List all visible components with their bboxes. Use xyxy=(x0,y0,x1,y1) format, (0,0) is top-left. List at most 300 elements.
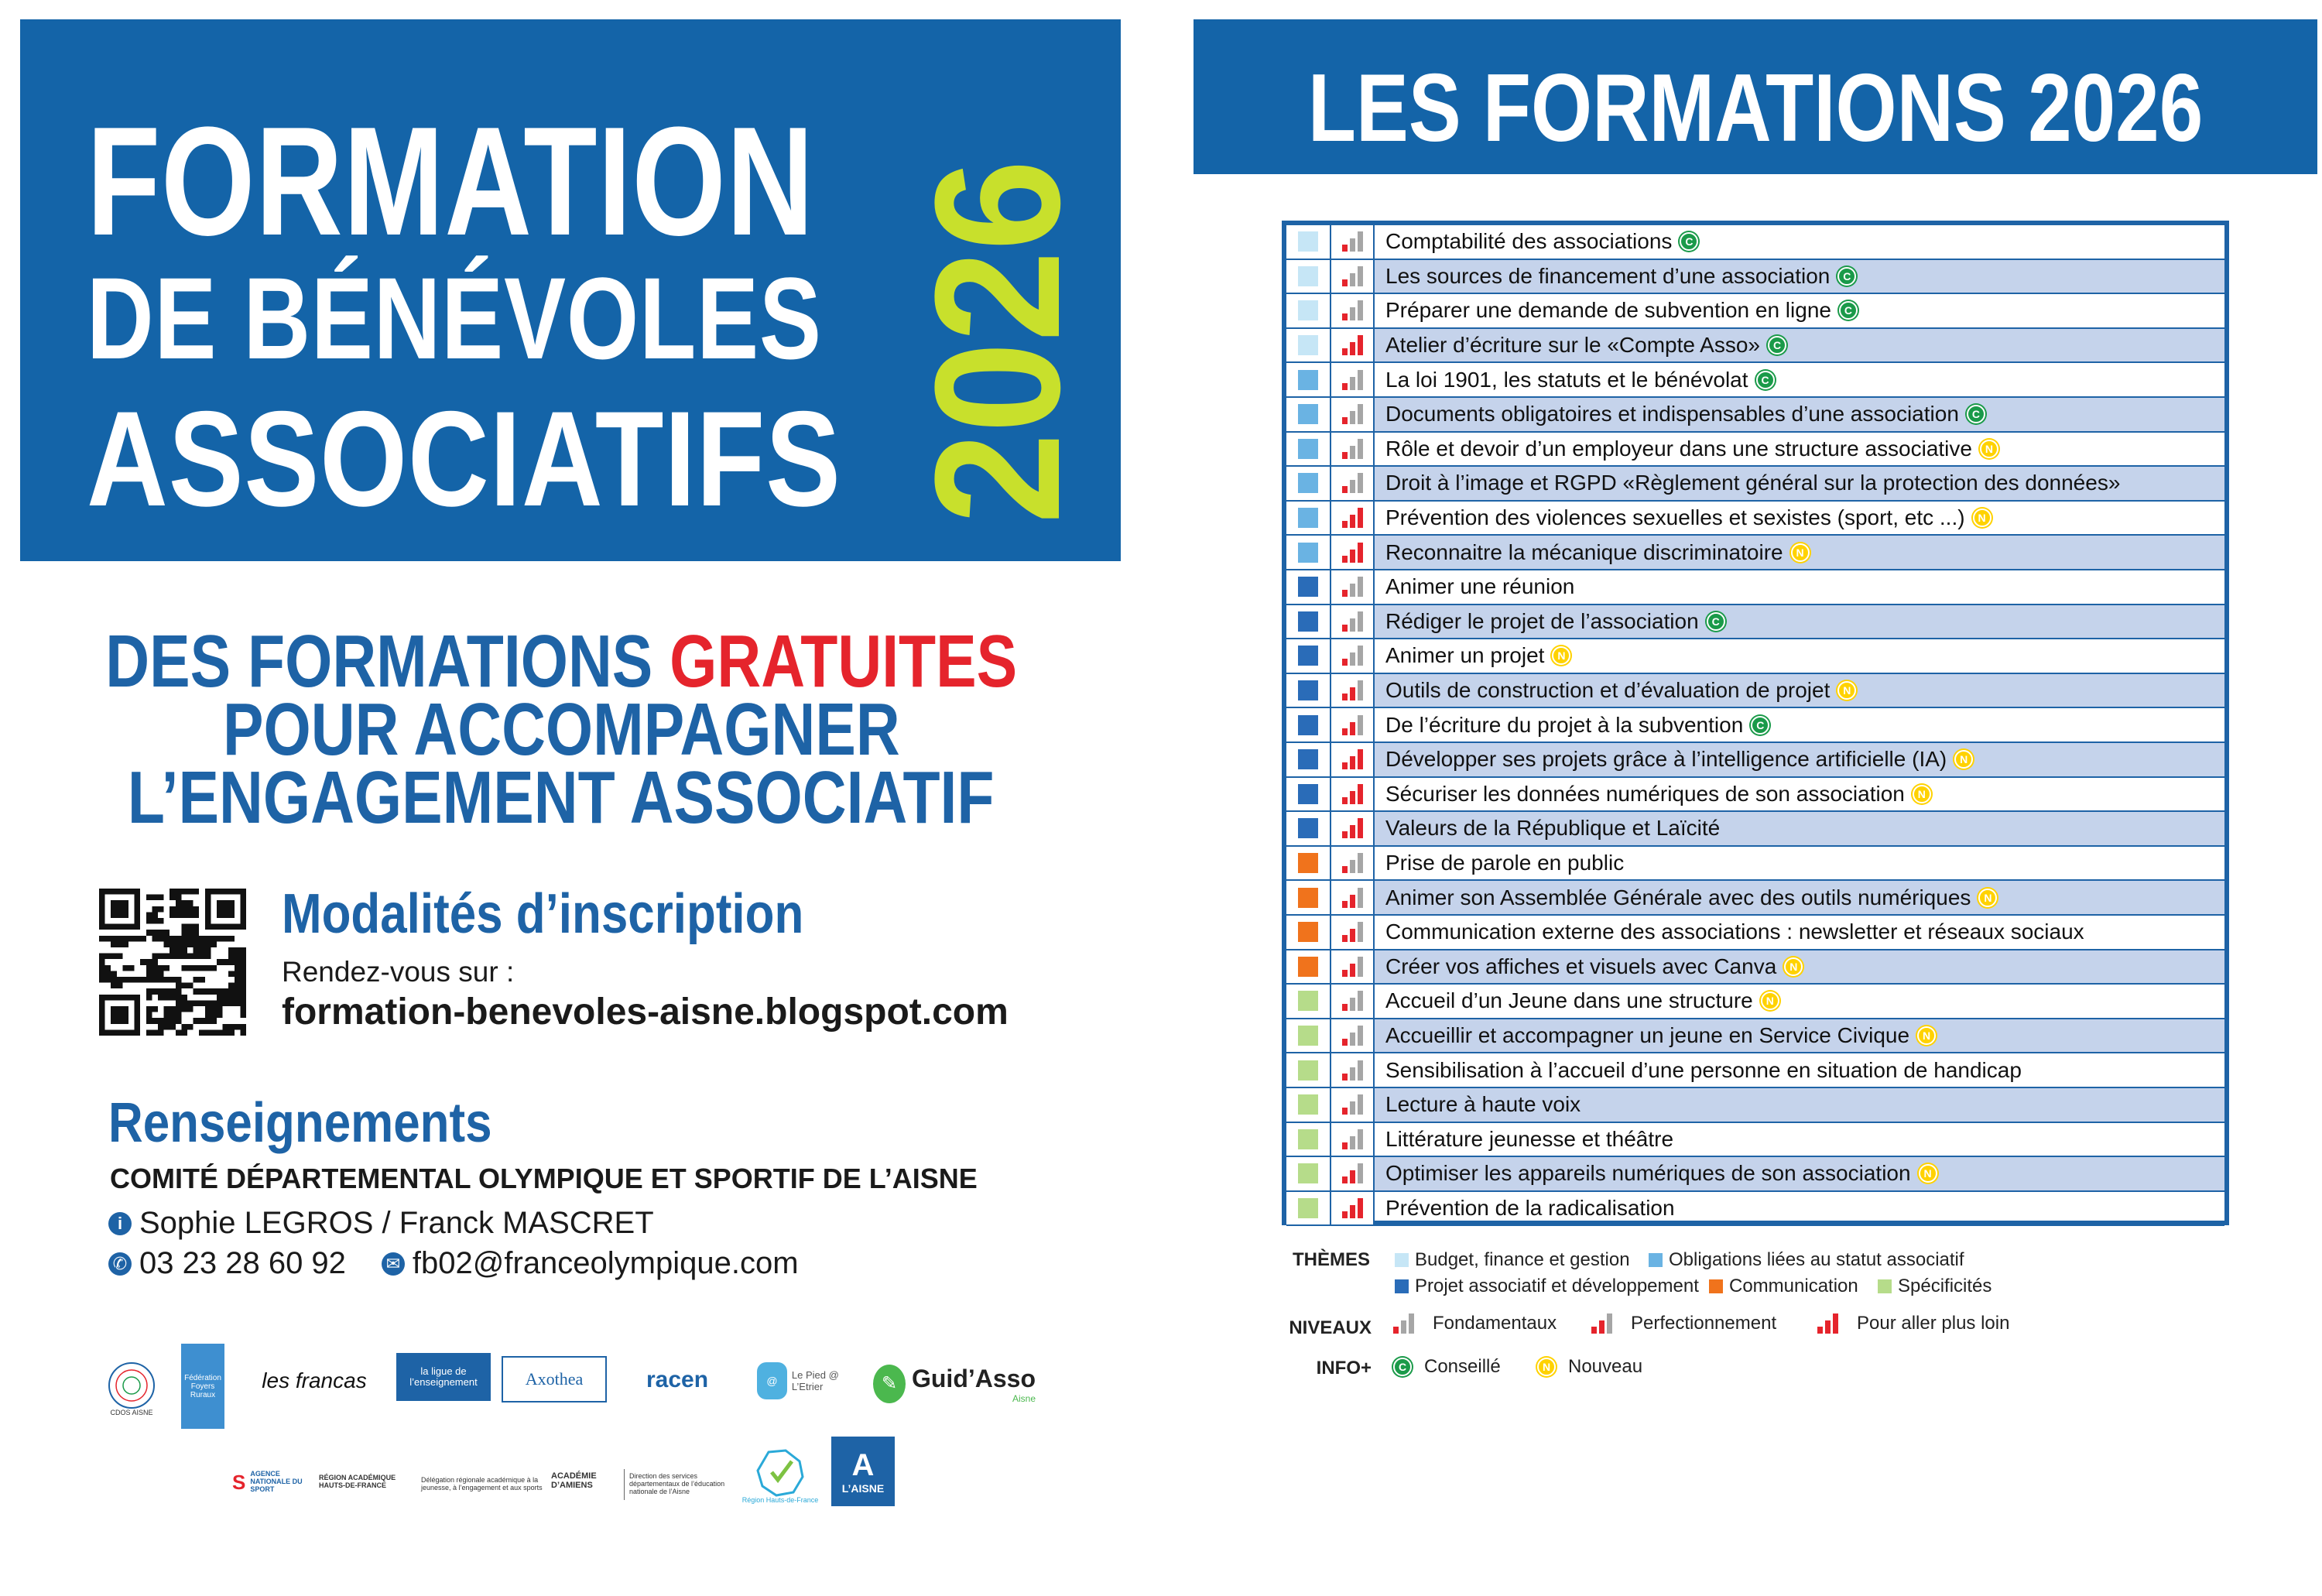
formations-table xyxy=(1282,221,2229,1225)
level-cell xyxy=(1331,294,1375,327)
level-3-icon xyxy=(1342,818,1363,838)
theme-cell xyxy=(1286,743,1331,776)
level-cell xyxy=(1331,916,1375,949)
legend-level-3 xyxy=(1817,1313,2009,1334)
formation-title: Rédiger le projet de l’association xyxy=(1385,608,1699,633)
level-2-icon xyxy=(1342,680,1363,700)
level-3-icon xyxy=(1342,335,1363,355)
theme-swatch xyxy=(1298,508,1318,528)
table-row xyxy=(1286,398,2224,433)
formation-title: Optimiser les appareils numériques de son association xyxy=(1385,1161,1911,1186)
formation-title: Prise de parole en public xyxy=(1385,851,1625,875)
table-row xyxy=(1286,260,2224,295)
formation-cell xyxy=(1375,329,2224,362)
nouveau-icon: N xyxy=(1917,1026,1936,1045)
level-3-icon xyxy=(1817,1313,1838,1334)
level-cell xyxy=(1331,605,1375,639)
level-3-icon xyxy=(1342,749,1363,769)
table-row xyxy=(1286,812,2224,847)
formation-cell xyxy=(1375,950,2224,984)
legend-theme-budget xyxy=(1395,1249,1630,1271)
conseille-icon: C xyxy=(1680,232,1698,251)
level-1-icon xyxy=(1342,1060,1363,1081)
theme-cell xyxy=(1286,847,1331,880)
formation-cell xyxy=(1375,260,2224,293)
table-row xyxy=(1286,502,2224,536)
theme-cell xyxy=(1286,329,1331,362)
nouveau-icon: N xyxy=(1978,889,1997,907)
formation-title: Les sources de financement d’une association xyxy=(1385,263,1831,288)
formation-title: Atelier d’écriture sur le «Compte Asso» xyxy=(1385,333,1760,358)
level-2-icon xyxy=(1342,922,1363,942)
theme-swatch xyxy=(1298,1163,1318,1183)
guidasso-icon: ✎ xyxy=(873,1365,906,1403)
drajes-logo xyxy=(421,1469,553,1500)
level-2-icon xyxy=(1342,1163,1363,1183)
contact-details xyxy=(108,1246,799,1281)
level-cell xyxy=(1331,812,1375,845)
legend-theme-budget-text: Budget, finance et gestion xyxy=(1415,1249,1630,1270)
guidasso-sub: Aisne xyxy=(1012,1392,1036,1404)
email-icon: ✉ xyxy=(382,1252,405,1276)
formation-title: Accueillir et accompagner un jeune en Service Civique xyxy=(1385,1023,1910,1048)
table-row xyxy=(1286,570,2224,605)
theme-cell xyxy=(1286,225,1331,259)
olympic-rings-icon xyxy=(108,1361,156,1409)
legend-info-conseille-text: Conseillé xyxy=(1424,1356,1501,1377)
formation-title: Documents obligatoires et indispensables d’une association xyxy=(1385,402,1959,426)
nouveau-icon: N xyxy=(1913,785,1931,803)
conseille-icon: C xyxy=(1837,267,1856,286)
formation-title: Prévention des violences sexuelles et sexistes (sport, etc ...) xyxy=(1385,505,1965,530)
formation-title: La loi 1901, les statuts et le bénévolat xyxy=(1385,367,1748,392)
level-cell xyxy=(1331,536,1375,569)
theme-cell xyxy=(1286,260,1331,293)
legend-info-conseille xyxy=(1393,1356,1501,1378)
formation-title: Comptabilité des associations xyxy=(1385,229,1673,254)
level-3-icon xyxy=(1342,784,1363,804)
ans-icon: S xyxy=(232,1471,246,1494)
info-icon: i xyxy=(108,1212,132,1235)
nouveau-icon: N xyxy=(1784,957,1803,976)
formation-cell xyxy=(1375,708,2224,741)
theme-cell xyxy=(1286,1019,1331,1053)
conseille-icon: C xyxy=(1839,301,1858,320)
level-1-icon xyxy=(1342,1026,1363,1046)
theme-swatch xyxy=(1298,957,1318,977)
theme-cell xyxy=(1286,881,1331,914)
formation-title: Outils de construction et d’évaluation de projet xyxy=(1385,678,1831,703)
hero-title-line-3: ASSOCIATIFS xyxy=(87,384,841,535)
tagline-part-1: DES FORMATIONS xyxy=(105,620,670,703)
formation-cell xyxy=(1375,225,2224,259)
level-cell xyxy=(1331,502,1375,535)
theme-swatch xyxy=(1298,1094,1318,1115)
table-row xyxy=(1286,985,2224,1019)
theme-swatch xyxy=(1298,715,1318,735)
hero-title-line-2: DE BÉNÉVOLES xyxy=(87,253,822,383)
theme-cell xyxy=(1286,1088,1331,1122)
theme-swatch xyxy=(1298,888,1318,908)
formation-title: Animer un projet xyxy=(1385,643,1545,668)
level-1-icon xyxy=(1342,646,1363,666)
theme-swatch xyxy=(1298,1060,1318,1081)
table-row xyxy=(1286,950,2224,985)
formation-title: Animer une réunion xyxy=(1385,574,1575,599)
nouveau-icon: N xyxy=(1954,750,1973,769)
theme-swatch xyxy=(1709,1279,1723,1293)
formations-title-text: LES FORMATIONS 2026 xyxy=(1307,55,2204,162)
formation-title: Communication externe des associations : newsletter et réseaux sociaux xyxy=(1385,920,2084,944)
table-row xyxy=(1286,743,2224,778)
level-3-icon xyxy=(1342,508,1363,528)
level-cell xyxy=(1331,881,1375,914)
theme-swatch xyxy=(1298,784,1318,804)
guidasso-logo xyxy=(873,1359,1036,1409)
nouveau-icon: N xyxy=(1791,543,1810,562)
legend-theme-comm-text: Communication xyxy=(1729,1276,1858,1296)
contact-persons xyxy=(108,1206,654,1241)
formation-title: Développer ses projets grâce à l’intelligence artificielle (IA) xyxy=(1385,747,1947,772)
level-cell xyxy=(1331,1192,1375,1225)
francas-logo: les francas xyxy=(262,1368,367,1392)
theme-swatch xyxy=(1298,818,1318,838)
table-row xyxy=(1286,294,2224,329)
theme-cell xyxy=(1286,294,1331,327)
level-1-icon xyxy=(1342,1129,1363,1149)
table-row xyxy=(1286,639,2224,674)
renseignements-title: Renseignements xyxy=(108,1092,492,1154)
level-cell xyxy=(1331,225,1375,259)
theme-swatch xyxy=(1649,1253,1663,1267)
qr-code[interactable] xyxy=(99,889,246,1036)
formation-title: Accueil d’un Jeune dans une structure xyxy=(1385,988,1753,1013)
theme-cell xyxy=(1286,433,1331,466)
theme-swatch xyxy=(1298,577,1318,597)
level-2-icon xyxy=(1342,888,1363,908)
drajes-text: Délégation régionale académique à la jeunesse, à l’engagement et aux sports xyxy=(421,1476,543,1492)
formation-title: Prévention de la radicalisation xyxy=(1385,1196,1675,1221)
tagline-line-2-text: POUR ACCOMPAGNER xyxy=(222,688,900,771)
theme-swatch xyxy=(1298,1129,1318,1149)
guidasso-name: Guid’Asso xyxy=(911,1364,1036,1392)
legend-theme-comm xyxy=(1709,1276,1858,1297)
academie-amiens-text: ACADÉMIE D’AMIENS xyxy=(551,1471,597,1490)
level-1-icon xyxy=(1342,473,1363,493)
level-cell xyxy=(1331,570,1375,604)
academie-amiens-logo xyxy=(551,1454,621,1508)
theme-cell xyxy=(1286,502,1331,535)
formation-cell xyxy=(1375,294,2224,327)
aisne-logo xyxy=(831,1437,895,1506)
theme-cell xyxy=(1286,467,1331,500)
hauts-de-france-text: Région Hauts-de-France xyxy=(741,1496,819,1505)
conseille-icon: C xyxy=(1768,336,1786,354)
legend-level-3-text: Pour aller plus loin xyxy=(1857,1313,2010,1334)
theme-cell xyxy=(1286,1157,1331,1190)
formation-cell xyxy=(1375,778,2224,811)
formation-cell xyxy=(1375,743,2224,776)
formations-title xyxy=(1194,53,2317,163)
hauts-de-france-logo xyxy=(741,1438,819,1516)
formation-cell xyxy=(1375,847,2224,880)
phone-number[interactable]: 03 23 28 60 92 xyxy=(139,1246,346,1280)
theme-swatch xyxy=(1298,473,1318,493)
conseille-icon: C xyxy=(1393,1358,1412,1376)
table-row xyxy=(1286,674,2224,709)
hero-year: 2026 xyxy=(898,159,1097,524)
formation-cell xyxy=(1375,398,2224,431)
table-row xyxy=(1286,1053,2224,1088)
theme-cell xyxy=(1286,1053,1331,1087)
table-row xyxy=(1286,1019,2224,1054)
table-row xyxy=(1286,363,2224,398)
theme-swatch xyxy=(1298,404,1318,424)
level-cell xyxy=(1331,1123,1375,1156)
legend-level-2-text: Perfectionnement xyxy=(1631,1313,1777,1334)
level-cell xyxy=(1331,467,1375,500)
email-link[interactable]: fb02@franceolympique.com xyxy=(412,1246,799,1280)
formation-title: Créer vos affiches et visuels avec Canva xyxy=(1385,954,1777,978)
legend-level-1 xyxy=(1393,1313,1557,1334)
theme-cell xyxy=(1286,812,1331,845)
level-2-icon xyxy=(1591,1313,1612,1334)
table-row xyxy=(1286,467,2224,502)
theme-cell xyxy=(1286,570,1331,604)
nouveau-icon: N xyxy=(1537,1358,1556,1376)
conseille-icon: C xyxy=(1751,716,1769,735)
theme-cell xyxy=(1286,536,1331,569)
formation-cell xyxy=(1375,502,2224,535)
table-row xyxy=(1286,1192,2224,1227)
inscription-url-link[interactable]: formation-benevoles-aisne.blogspot.com xyxy=(282,992,1009,1033)
level-1-icon xyxy=(1342,231,1363,252)
legend-info-label: INFO+ xyxy=(1316,1358,1372,1379)
inscription-title: Modalités d’inscription xyxy=(282,883,804,945)
formation-title: Sensibilisation à l’accueil d’une personne en situation de handicap xyxy=(1385,1057,2022,1082)
level-cell xyxy=(1331,1157,1375,1190)
tagline-highlight: GRATUITES xyxy=(669,620,1017,703)
formation-cell xyxy=(1375,467,2224,500)
cdos-logo xyxy=(101,1347,163,1432)
nouveau-icon: N xyxy=(1973,509,1992,527)
theme-cell xyxy=(1286,985,1331,1018)
contact-persons-text: Sophie LEGROS / Franck MASCRET xyxy=(139,1206,654,1240)
formation-cell xyxy=(1375,363,2224,396)
table-row xyxy=(1286,916,2224,950)
formation-cell xyxy=(1375,570,2224,604)
level-2-icon xyxy=(1342,715,1363,735)
organisation-name: COMITÉ DÉPARTEMENTAL OLYMPIQUE ET SPORTIF DE L’AISNE xyxy=(110,1163,978,1194)
formation-cell xyxy=(1375,536,2224,569)
legend-theme-spec xyxy=(1878,1276,1992,1297)
legend-info-nouveau xyxy=(1537,1356,1642,1378)
table-row xyxy=(1286,536,2224,570)
level-1-icon xyxy=(1342,577,1363,597)
cdos-logo-text: CDOS AISNE xyxy=(110,1409,153,1417)
theme-cell xyxy=(1286,778,1331,811)
level-1-icon xyxy=(1342,611,1363,632)
level-cell xyxy=(1331,260,1375,293)
formation-title: Reconnaitre la mécanique discriminatoire xyxy=(1385,539,1783,564)
legend-themes-label: THÈMES xyxy=(1293,1249,1371,1270)
theme-swatch xyxy=(1298,646,1318,666)
formation-cell xyxy=(1375,1088,2224,1122)
formation-cell xyxy=(1375,881,2224,914)
legend-info-nouveau-text: Nouveau xyxy=(1568,1356,1643,1377)
formation-cell xyxy=(1375,1053,2224,1087)
formations-header xyxy=(1194,19,2317,174)
table-row xyxy=(1286,708,2224,743)
tagline-line-3 xyxy=(0,755,1122,841)
level-cell xyxy=(1331,950,1375,984)
theme-cell xyxy=(1286,605,1331,639)
legend-theme-projet xyxy=(1395,1276,1699,1297)
table-row xyxy=(1286,1088,2224,1123)
dsden-text: Direction des services départementaux de l’éducation nationale de l’Aisne xyxy=(629,1472,725,1495)
legend-theme-statut xyxy=(1649,1249,1964,1271)
legend-level-2 xyxy=(1591,1313,1776,1334)
formation-cell xyxy=(1375,1123,2224,1156)
level-1-icon xyxy=(1342,1094,1363,1115)
theme-swatch xyxy=(1298,1026,1318,1046)
level-cell xyxy=(1331,743,1375,776)
theme-swatch xyxy=(1298,991,1318,1011)
theme-swatch xyxy=(1298,680,1318,700)
level-1-icon xyxy=(1342,300,1363,320)
table-row xyxy=(1286,605,2224,640)
legend-theme-spec-text: Spécificités xyxy=(1898,1276,1992,1296)
table-row xyxy=(1286,778,2224,813)
dsden-logo xyxy=(624,1469,745,1500)
level-3-icon xyxy=(1342,1198,1363,1218)
level-cell xyxy=(1331,847,1375,880)
theme-swatch xyxy=(1298,231,1318,252)
conseille-icon: C xyxy=(1967,405,1985,423)
formation-cell xyxy=(1375,639,2224,673)
level-cell xyxy=(1331,708,1375,741)
nouveau-icon: N xyxy=(1980,440,1998,458)
level-1-icon xyxy=(1393,1313,1414,1334)
level-cell xyxy=(1331,329,1375,362)
nouveau-icon: N xyxy=(1919,1164,1937,1183)
formation-title: Rôle et devoir d’un employeur dans une structure associative xyxy=(1385,436,1972,461)
level-1-icon xyxy=(1342,991,1363,1011)
pied-etrier-logo xyxy=(757,1356,858,1406)
level-cell xyxy=(1331,1019,1375,1053)
ligue-enseignement-logo: la ligue de l’enseignement xyxy=(396,1353,491,1401)
theme-swatch xyxy=(1298,266,1318,286)
formation-cell xyxy=(1375,433,2224,466)
legend-level-1-text: Fondamentaux xyxy=(1433,1313,1557,1334)
theme-swatch xyxy=(1298,439,1318,459)
conseille-icon: C xyxy=(1756,371,1775,389)
hero-title-line-1: FORMATION xyxy=(87,95,814,268)
theme-cell xyxy=(1286,674,1331,707)
level-cell xyxy=(1331,1088,1375,1122)
theme-cell xyxy=(1286,916,1331,949)
table-row xyxy=(1286,329,2224,364)
level-cell xyxy=(1331,1053,1375,1087)
level-cell xyxy=(1331,674,1375,707)
ans-logo xyxy=(232,1463,310,1502)
theme-cell xyxy=(1286,363,1331,396)
pied-etrier-text: Le Pied @ L’Etrier xyxy=(791,1369,839,1392)
theme-swatch xyxy=(1395,1253,1409,1267)
table-row xyxy=(1286,847,2224,882)
nouveau-icon: N xyxy=(1761,992,1779,1010)
formation-title: Littérature jeunesse et théâtre xyxy=(1385,1126,1674,1151)
table-row xyxy=(1286,1123,2224,1158)
theme-swatch xyxy=(1298,335,1318,355)
level-1-icon xyxy=(1342,404,1363,424)
table-row xyxy=(1286,881,2224,916)
tagline-line-3-text: L’ENGAGEMENT ASSOCIATIF xyxy=(128,756,995,839)
formation-cell xyxy=(1375,605,2224,639)
theme-cell xyxy=(1286,398,1331,431)
formation-title: Valeurs de la République et Laïcité xyxy=(1385,816,1721,841)
formation-title: Animer son Assemblée Générale avec des outils numériques xyxy=(1385,885,1971,909)
theme-cell xyxy=(1286,639,1331,673)
level-cell xyxy=(1331,398,1375,431)
theme-swatch xyxy=(1298,749,1318,769)
theme-swatch xyxy=(1298,543,1318,563)
formation-title: De l’écriture du projet à la subvention xyxy=(1385,712,1744,737)
formation-cell xyxy=(1375,674,2224,707)
foyers-ruraux-logo: Fédération Foyers Ruraux xyxy=(181,1344,224,1429)
level-cell xyxy=(1331,985,1375,1018)
phone-icon: ✆ xyxy=(108,1252,132,1276)
theme-swatch xyxy=(1298,922,1318,942)
region-academique-logo xyxy=(319,1463,404,1502)
formation-cell xyxy=(1375,985,2224,1018)
table-row xyxy=(1286,225,2224,260)
hero-banner xyxy=(20,19,1121,561)
level-1-icon xyxy=(1342,266,1363,286)
theme-cell xyxy=(1286,950,1331,984)
theme-cell xyxy=(1286,1192,1331,1225)
theme-swatch xyxy=(1298,1198,1318,1218)
aisne-text: L’AISNE xyxy=(841,1482,885,1495)
legend-theme-statut-text: Obligations liées au statut associatif xyxy=(1669,1249,1964,1270)
level-cell xyxy=(1331,363,1375,396)
formation-title: Lecture à haute voix xyxy=(1385,1092,1581,1117)
formation-title: Préparer une demande de subvention en ligne xyxy=(1385,298,1831,323)
aisne-icon: A xyxy=(851,1448,875,1482)
nouveau-icon: N xyxy=(1552,646,1570,665)
formation-cell xyxy=(1375,1192,2224,1225)
formation-title: Droit à l’image et RGPD «Règlement général sur la protection des données» xyxy=(1385,471,2121,495)
table-row xyxy=(1286,1157,2224,1192)
level-cell xyxy=(1331,433,1375,466)
ans-text: AGENCE NATIONALE DU SPORT xyxy=(250,1470,303,1493)
theme-cell xyxy=(1286,708,1331,741)
axothea-logo: Axothea xyxy=(502,1356,607,1402)
level-cell xyxy=(1331,778,1375,811)
theme-swatch xyxy=(1298,370,1318,390)
table-row xyxy=(1286,433,2224,467)
racen-logo: racen xyxy=(646,1367,709,1392)
conseille-icon: C xyxy=(1707,612,1725,631)
theme-swatch xyxy=(1298,853,1318,873)
formation-cell xyxy=(1375,1157,2224,1190)
level-2-icon xyxy=(1342,957,1363,977)
formation-cell xyxy=(1375,916,2224,949)
region-academique-text: RÉGION ACADÉMIQUE HAUTS-DE-FRANCE xyxy=(319,1474,396,1489)
pied-etrier-icon: @ xyxy=(757,1362,787,1399)
level-1-icon xyxy=(1342,439,1363,459)
level-cell xyxy=(1331,639,1375,673)
